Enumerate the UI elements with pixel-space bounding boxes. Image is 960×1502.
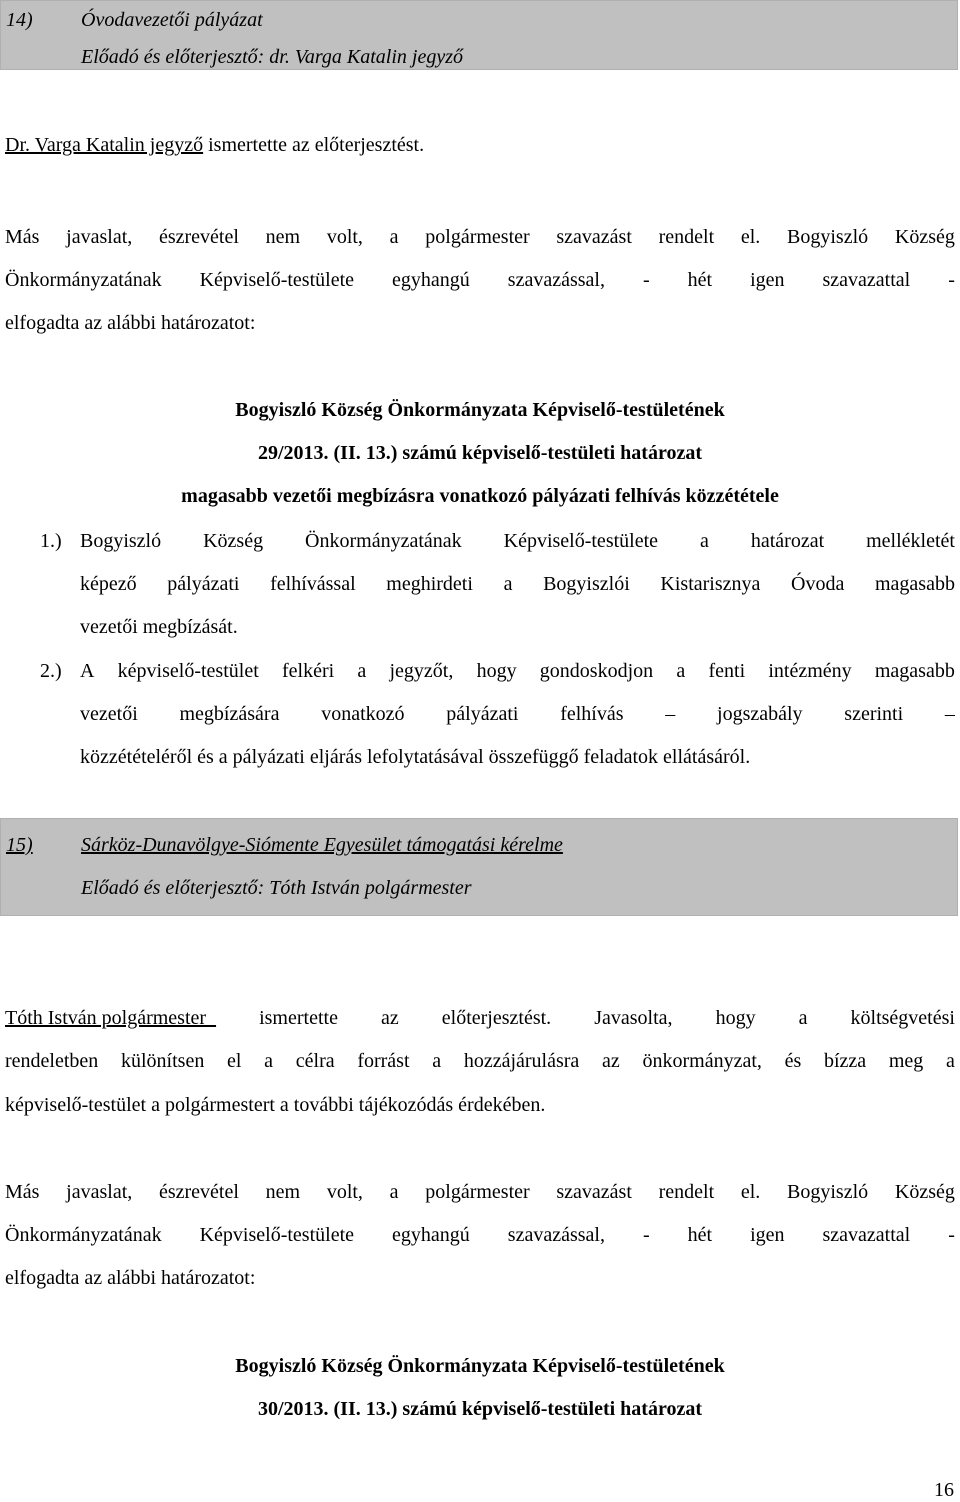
word: Képviselő-testülete xyxy=(199,269,355,291)
word: magasabb xyxy=(875,573,955,595)
word: megbízására xyxy=(179,703,280,725)
intro-15-line-1 xyxy=(5,1006,955,1030)
word: rendeletben xyxy=(5,1050,99,1072)
word: Képviselő-testülete xyxy=(503,530,659,552)
word: egyhangú xyxy=(392,1224,470,1246)
word: javaslat, xyxy=(66,1181,133,1203)
word: magasabb xyxy=(874,660,955,682)
word: a xyxy=(264,1050,274,1072)
word: Község xyxy=(203,530,264,552)
word: polgármester xyxy=(425,1181,530,1203)
resolution-heading: Bogyiszló Község Önkormányzata Képviselő-testületének xyxy=(235,399,725,421)
word: polgármester xyxy=(425,226,530,248)
intro-text: ismertette az előterjesztést. xyxy=(203,134,425,156)
section-number: 15) xyxy=(6,834,33,856)
word: pályázati xyxy=(167,573,240,595)
word: felhívás xyxy=(560,703,624,725)
vote-line-1 xyxy=(5,1180,955,1204)
item-number: 1.) xyxy=(40,530,62,552)
word: bízza xyxy=(823,1050,867,1072)
word: el xyxy=(227,1050,242,1072)
word: intézmény xyxy=(768,660,852,682)
section-number: 14) xyxy=(6,9,33,31)
word: volt, xyxy=(326,1181,363,1203)
word: a xyxy=(946,1050,955,1072)
word: vezetői xyxy=(80,703,138,725)
word: nem xyxy=(265,1181,301,1203)
word: önkormányzat, xyxy=(642,1050,762,1072)
word: - xyxy=(642,1224,650,1246)
resolution-number xyxy=(0,441,960,465)
item-number: 2.) xyxy=(40,660,62,682)
section-presenter: Előadó és előterjesztő: dr. Varga Katalin jegyző xyxy=(81,46,464,68)
word: Önkormányzatának xyxy=(5,1224,162,1246)
vote-line-3: elfogadta az alábbi határozatot: xyxy=(5,312,256,334)
word: a xyxy=(389,226,399,248)
word: Önkormányzatának xyxy=(305,530,462,552)
word: képező xyxy=(80,573,137,595)
item-2-line-3: közzétételéről és a pályázati eljárás lefolytatásával összefüggő feladatok ellátásáról. xyxy=(80,746,751,768)
vote-line-2 xyxy=(5,1223,955,1247)
intro-paragraph xyxy=(5,133,424,157)
word: meg xyxy=(888,1050,924,1072)
word: a xyxy=(700,530,709,552)
word: a xyxy=(389,1181,399,1203)
word: a xyxy=(432,1050,442,1072)
word: célra xyxy=(295,1050,335,1072)
word: hozzájárulásra xyxy=(463,1050,580,1072)
word: ismertette xyxy=(259,1007,338,1029)
word: A xyxy=(80,660,95,682)
word: hogy xyxy=(715,1007,756,1029)
word: hogy xyxy=(476,660,517,682)
vote-line-3: elfogadta az alábbi határozatot: xyxy=(5,1267,256,1289)
word: igen xyxy=(750,1224,785,1246)
word: igen xyxy=(750,269,785,291)
word: mellékletét xyxy=(866,530,955,552)
word: szavazattal xyxy=(822,269,911,291)
word: Önkormányzatának xyxy=(5,269,162,291)
word: szerinti xyxy=(844,703,904,725)
word: rendelt xyxy=(658,1181,715,1203)
word: jegyzőt, xyxy=(389,660,454,682)
word: szavazást xyxy=(556,1181,632,1203)
word: a xyxy=(798,1007,808,1029)
resolution-type: ) számú képviselő-testületi határozat xyxy=(390,1398,703,1420)
word: - xyxy=(948,1224,955,1246)
word: észrevétel xyxy=(158,1181,239,1203)
word: előterjesztést. xyxy=(441,1007,552,1029)
word: különítsen xyxy=(120,1050,205,1072)
item-2-line-2 xyxy=(80,702,955,726)
word: szavazást xyxy=(556,226,632,248)
presenter-name: Tóth István polgármester xyxy=(5,1007,217,1029)
item-1-line-3: vezetői megbízását. xyxy=(80,616,238,638)
word: forrást xyxy=(357,1050,410,1072)
word: észrevétel xyxy=(158,226,239,248)
word: képviselő-testület xyxy=(117,660,259,682)
word: Község xyxy=(894,226,955,248)
word: fenti xyxy=(708,660,746,682)
word: jogszabály xyxy=(717,703,803,725)
vote-line-1 xyxy=(5,225,955,249)
word: Más xyxy=(5,1181,40,1203)
word: hét xyxy=(687,269,713,291)
word: el. xyxy=(740,226,761,248)
word: Képviselő-testülete xyxy=(199,1224,355,1246)
word: Kistarisznya xyxy=(660,573,761,595)
resolution-number-date: 29/2013. (II. 13. xyxy=(257,442,391,464)
word: a xyxy=(676,660,686,682)
word: szavazással, xyxy=(507,269,605,291)
resolution-number-date: 30/2013. (II. 13. xyxy=(257,1398,391,1420)
word: szavazattal xyxy=(822,1224,911,1246)
section-14-header xyxy=(0,0,958,70)
word: a xyxy=(503,573,513,595)
section-title: Sárköz-Dunavölgye-Siómente Egyesület támogatási kérelme xyxy=(81,834,563,856)
vote-line-2 xyxy=(5,268,955,292)
word: el. xyxy=(740,1181,761,1203)
word: felkéri xyxy=(281,660,335,682)
word: meghirdeti xyxy=(386,573,473,595)
intro-15-line-2 xyxy=(5,1049,955,1073)
word: volt, xyxy=(326,226,363,248)
word: - xyxy=(948,269,955,291)
word: határozat xyxy=(750,530,825,552)
page-number: 16 xyxy=(934,1479,954,1501)
word: pályázati xyxy=(446,703,519,725)
word: az xyxy=(602,1050,620,1072)
word: költségvetési xyxy=(850,1007,955,1029)
word: javaslat, xyxy=(66,226,133,248)
word: szavazással, xyxy=(507,1224,605,1246)
word: – xyxy=(944,703,955,725)
item-2-line-1 xyxy=(80,659,955,683)
word: - xyxy=(642,269,650,291)
word: Bogyiszlói xyxy=(543,573,630,595)
word: nem xyxy=(265,226,301,248)
section-title: Óvodavezetői pályázat xyxy=(81,9,263,31)
section-15-header xyxy=(0,818,958,916)
word: Bogyiszló xyxy=(80,530,162,552)
resolution-subject: magasabb vezetői megbízásra vonatkozó pályázati felhívás közzététele xyxy=(181,485,779,507)
item-1-line-2 xyxy=(80,572,955,596)
word: vonatkozó xyxy=(321,703,405,725)
word: Bogyiszló xyxy=(787,1181,869,1203)
item-1-line-1 xyxy=(80,529,955,553)
word: hét xyxy=(687,1224,713,1246)
word: rendelt xyxy=(658,226,715,248)
word: Javasolta, xyxy=(594,1007,673,1029)
resolution-type: ) számú képviselő-testületi határozat xyxy=(390,442,703,464)
word: és xyxy=(784,1050,802,1072)
word: – xyxy=(665,703,676,725)
word: Bogyiszló xyxy=(787,226,869,248)
word: Óvoda xyxy=(791,573,845,595)
word: Más xyxy=(5,226,40,248)
word: egyhangú xyxy=(392,269,470,291)
word: Község xyxy=(894,1181,955,1203)
word: felhívással xyxy=(270,573,356,595)
presenter-name: Dr. Varga Katalin jegyző xyxy=(5,134,204,156)
section-presenter: Előadó és előterjesztő: Tóth István polgármester xyxy=(81,877,472,899)
word: gondoskodjon xyxy=(539,660,654,682)
resolution-number xyxy=(0,1397,960,1421)
word: a xyxy=(357,660,367,682)
intro-15-line-3: képviselő-testület a polgármestert a további tájékozódás érdekében. xyxy=(5,1094,546,1116)
word: az xyxy=(380,1007,399,1029)
resolution-heading: Bogyiszló Község Önkormányzata Képviselő-testületének xyxy=(235,1355,725,1377)
